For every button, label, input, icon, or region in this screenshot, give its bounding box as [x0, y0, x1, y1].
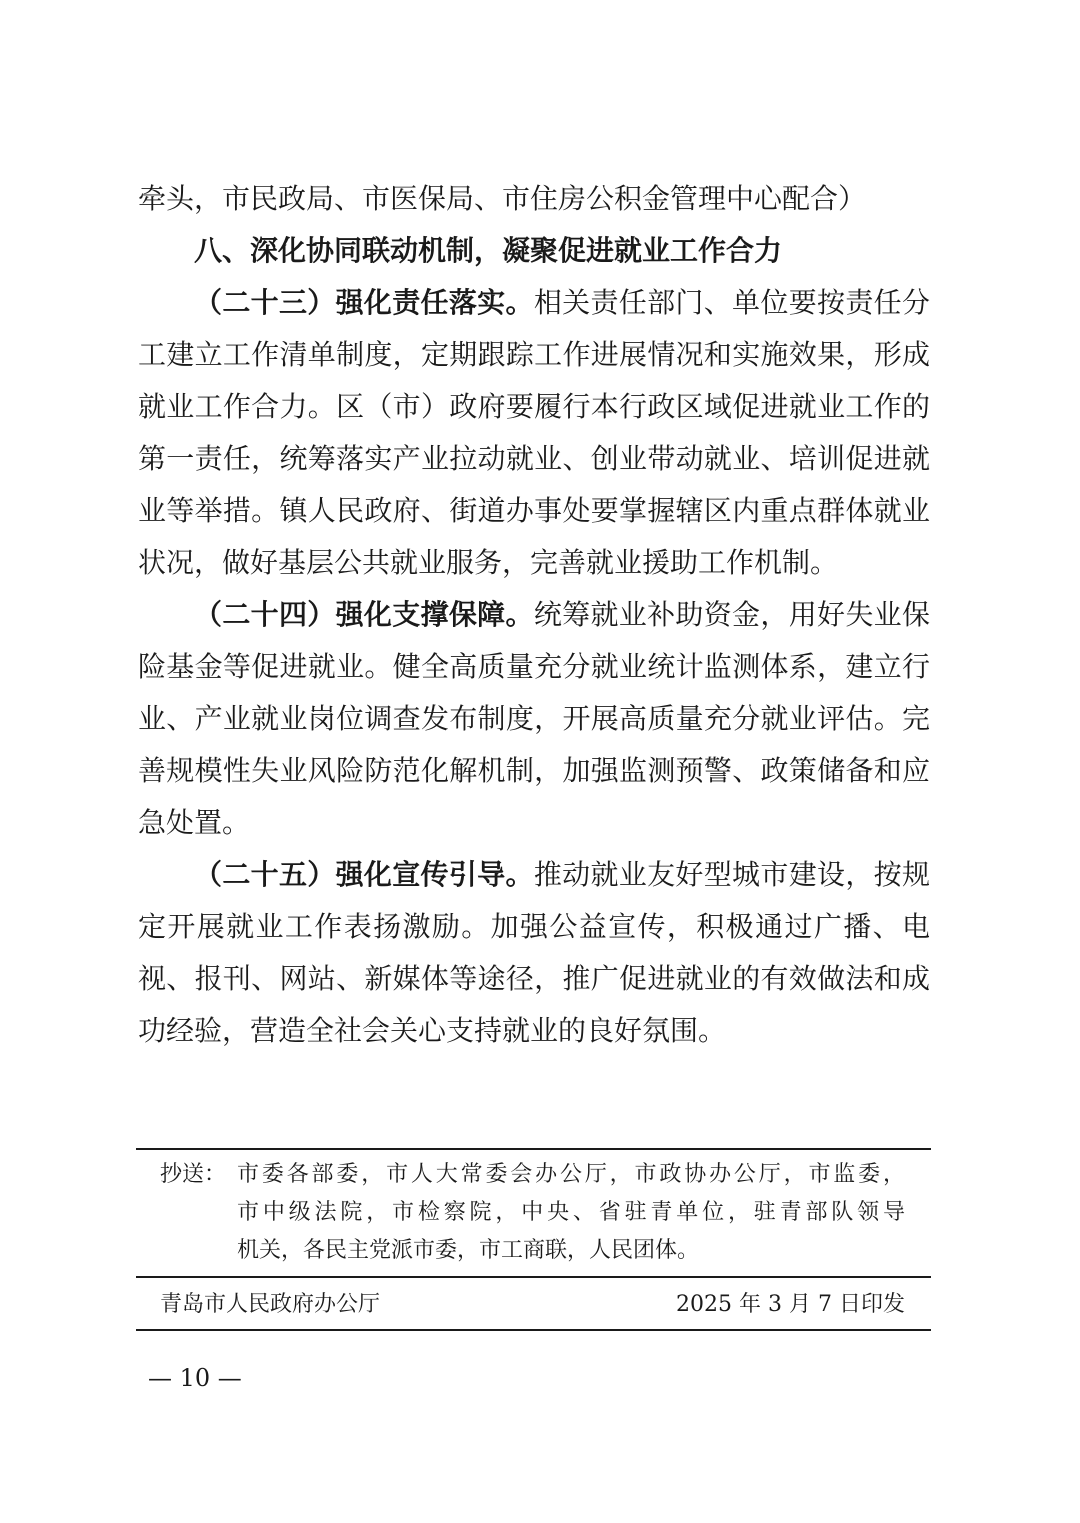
item-23-line: 第一责任，统筹落实产业拉动就业、创业带动就业、培训促进就 — [138, 442, 930, 475]
item-23-first-line — [138, 276, 930, 330]
item-25-text: 推动就业友好型城市建设，按规 — [533, 858, 930, 891]
cc-bottom-rule — [136, 1276, 931, 1278]
item-23-line: 业等举措。镇人民政府、街道办事处要掌握辖区内重点群体就业 — [138, 494, 930, 527]
item-25-number: （二十五） — [194, 858, 336, 891]
cc-top-rule — [136, 1148, 931, 1150]
item-24-line: 善规模性失业风险防范化解机制，加强监测预警、政策储备和应 — [138, 754, 930, 787]
item-24-line: 险基金等促进就业。健全高质量充分就业统计监测体系，建立行 — [138, 650, 930, 683]
continuation-line: 牵头，市民政局、市医保局、市住房公积金管理中心配合） — [138, 182, 867, 215]
item-24-line: 急处置。 — [138, 806, 251, 839]
item-24-text: 统筹就业补助资金，用好失业保 — [533, 598, 930, 631]
item-25-title: 强化宣传引导。 — [335, 858, 534, 891]
cc-line: 市中级法院，市检察院，中央、省驻青单位，驻青部队领导 — [237, 1200, 905, 1225]
page-number: — 10 — — [148, 1364, 242, 1392]
item-23-text: 相关责任部门、单位要按责任分 — [533, 286, 930, 319]
item-24-line: 业、产业就业岗位调查发布制度，开展高质量充分就业评估。完 — [138, 702, 930, 735]
issue-bottom-rule — [136, 1329, 931, 1331]
item-25-line: 功经验，营造全社会关心支持就业的良好氛围。 — [138, 1014, 727, 1047]
item-25-line: 定开展就业工作表扬激励。加强公益宣传，积极通过广播、电 — [138, 910, 930, 943]
item-24-number: （二十四） — [194, 598, 336, 631]
issuer: 青岛市人民政府办公厅 — [160, 1292, 381, 1317]
item-23-line: 工建立工作清单制度，定期跟踪工作进展情况和实施效果，形成 — [138, 338, 930, 371]
item-24-title: 强化支撑保障。 — [335, 598, 534, 631]
item-23-number: （二十三） — [194, 286, 336, 319]
cc-line: 市委各部委，市人大常委会办公厅，市政协办公厅，市监委， — [237, 1162, 905, 1187]
item-25-line: 视、报刊、网站、新媒体等途径，推广促进就业的有效做法和成 — [138, 962, 930, 995]
item-23-line: 状况，做好基层公共就业服务，完善就业援助工作机制。 — [138, 546, 839, 579]
item-24-first-line — [138, 588, 930, 642]
item-25-first-line — [138, 848, 930, 902]
cc-label: 抄送： — [160, 1162, 227, 1187]
cc-line: 机关，各民主党派市委，市工商联，人民团体。 — [237, 1238, 700, 1263]
section-heading: 八、深化协同联动机制，凝聚促进就业工作合力 — [194, 234, 783, 267]
item-23-title: 强化责任落实。 — [335, 286, 534, 319]
issue-date: 2025 年 3 月 7 日印发 — [676, 1292, 905, 1317]
item-23-line: 就业工作合力。区（市）政府要履行本行政区域促进就业工作的 — [138, 390, 930, 423]
